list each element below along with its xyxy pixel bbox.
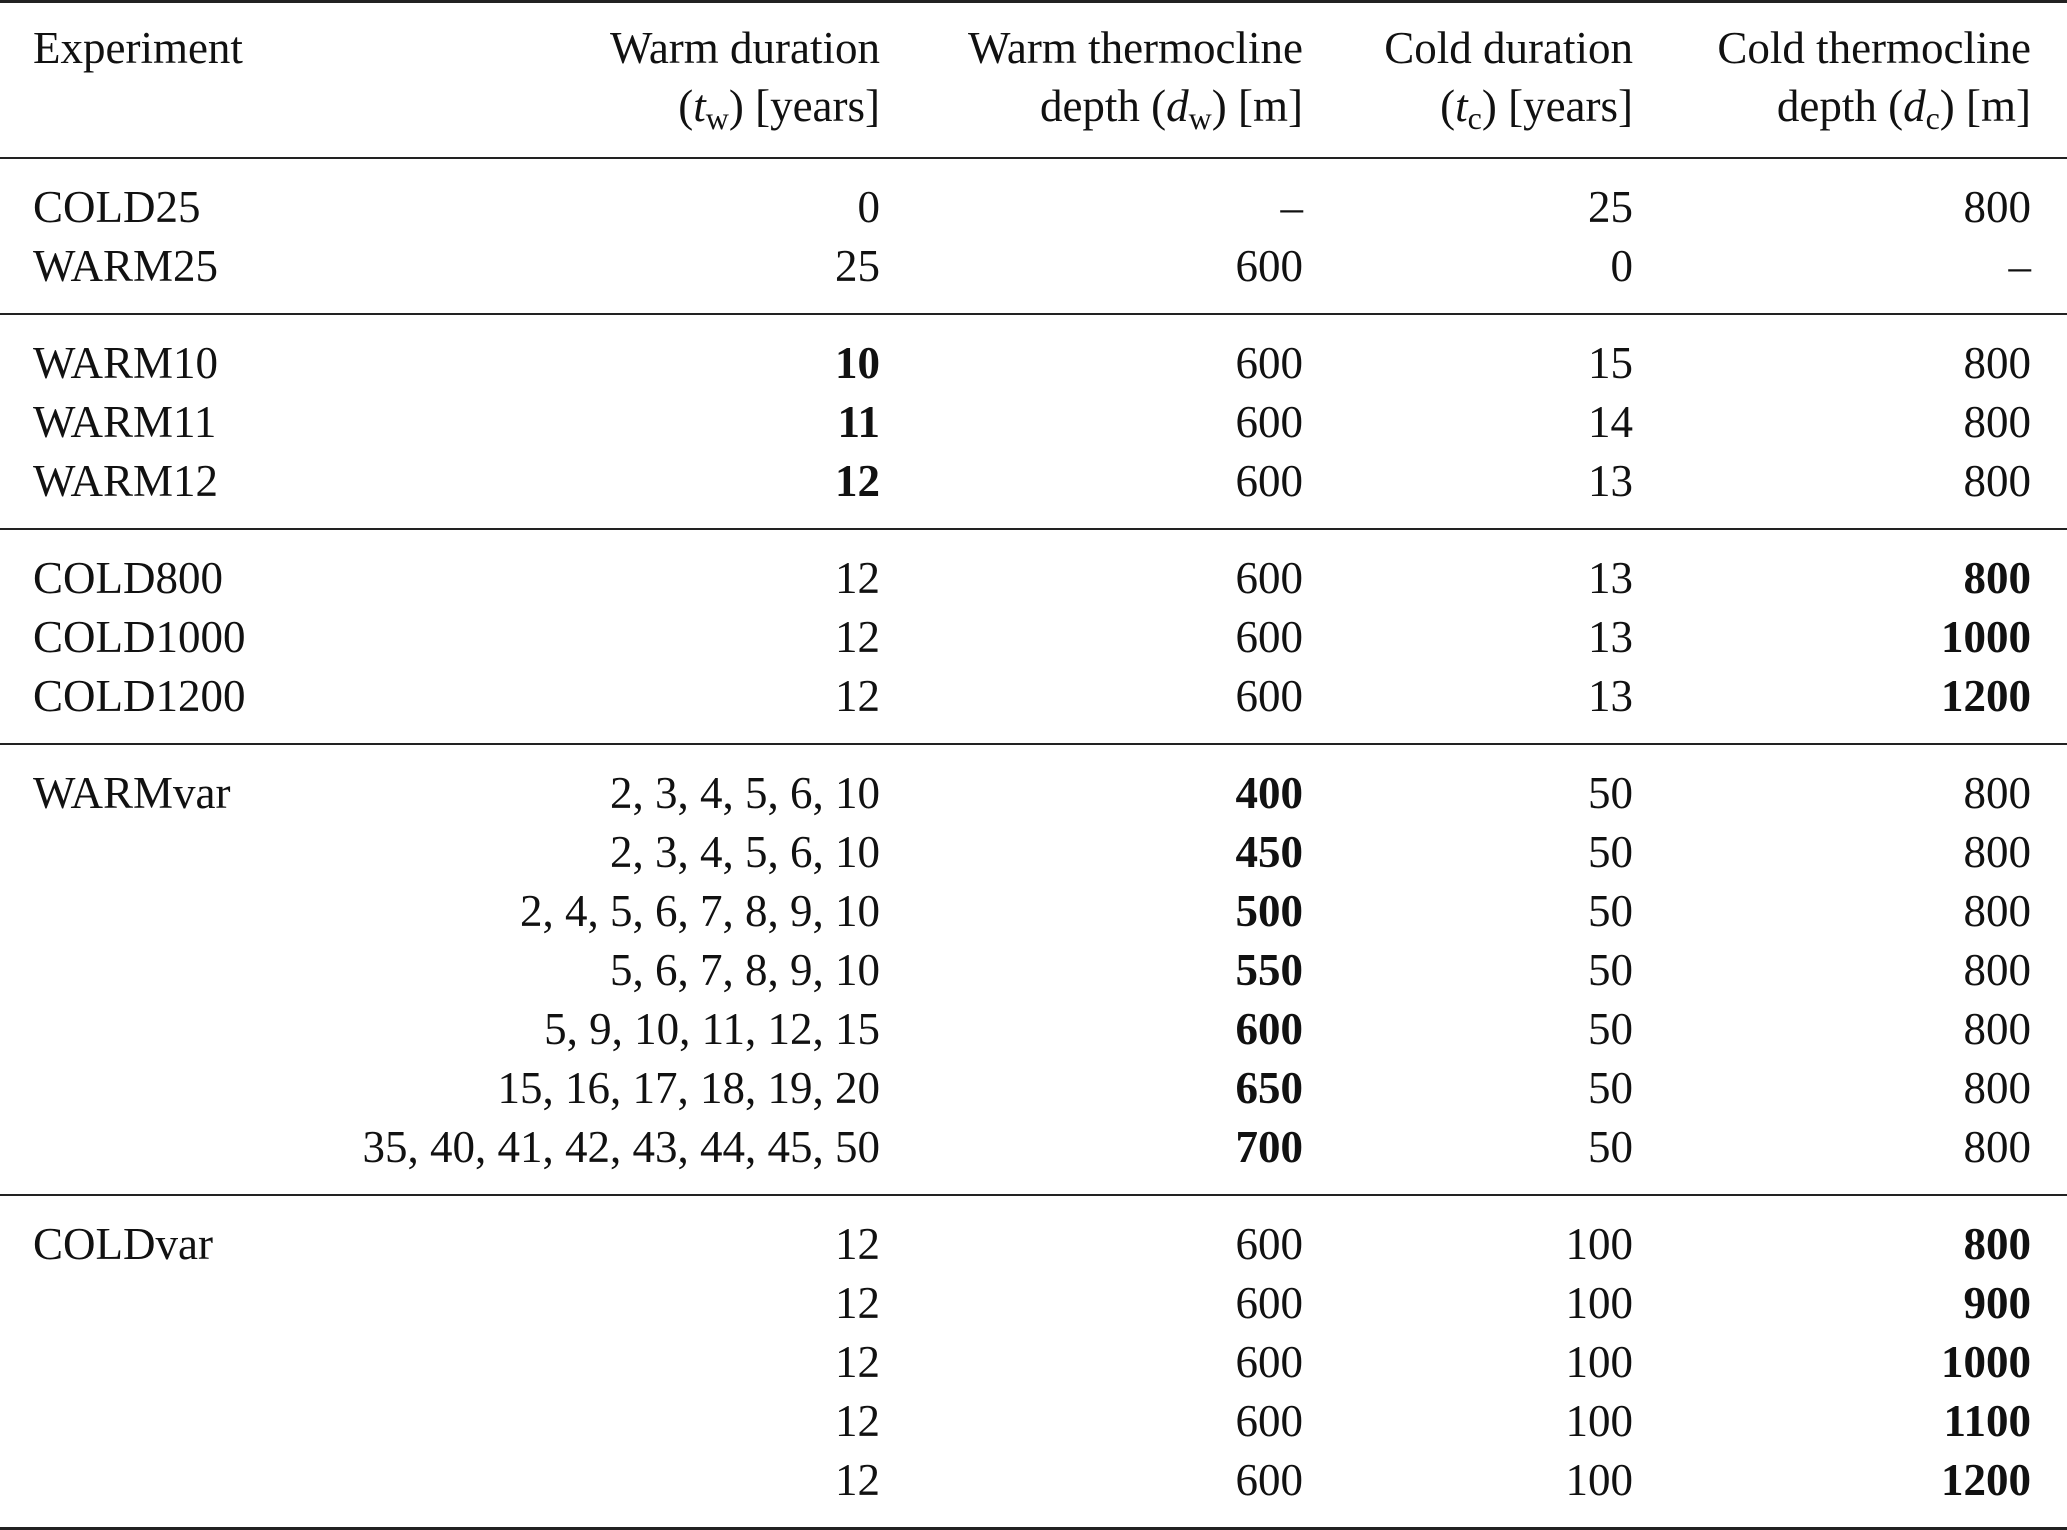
cell-warm-depth: 600: [1235, 670, 1303, 721]
cell-experiment: [0, 1450, 280, 1529]
cell-warm-duration: 5, 6, 7, 8, 9, 10: [610, 944, 880, 995]
table-header: [0, 2, 2067, 159]
cell-warm-depth: 600: [1235, 396, 1303, 447]
symbol-t-c: t: [1455, 81, 1468, 131]
cell-cold-depth: 1200: [1941, 670, 2031, 721]
header-cold-depth: Cold thermocline: [1633, 2, 2067, 78]
cell-cold-depth: 900: [1963, 1277, 2031, 1328]
table-row: [0, 314, 2067, 392]
cell-warm-duration: 11: [837, 396, 880, 447]
table-row: [0, 1058, 2067, 1117]
cell-experiment: WARMvar: [33, 767, 231, 818]
header-warm-duration: Warm duration: [280, 2, 880, 78]
cell-cold-duration: 100: [1565, 1454, 1633, 1505]
cell-cold-depth: 800: [1963, 1121, 2031, 1172]
cell-warm-depth: 600: [1235, 1395, 1303, 1446]
group-cold-depth: [0, 529, 2067, 744]
table-row: [0, 236, 2067, 314]
cell-cold-duration: 50: [1588, 1003, 1633, 1054]
subscript-c: c: [1467, 100, 1482, 136]
cell-cold-duration: 50: [1588, 885, 1633, 936]
cell-warm-duration: 15, 16, 17, 18, 19, 20: [497, 1062, 880, 1113]
cell-warm-depth: 600: [1235, 337, 1303, 388]
table-row: [0, 744, 2067, 822]
table-row: [0, 822, 2067, 881]
cell-warm-depth: 600: [1235, 1336, 1303, 1387]
table-row: [0, 1332, 2067, 1391]
subscript-w-depth: w: [1188, 100, 1212, 136]
subscript-c-depth: c: [1925, 100, 1940, 136]
cell-cold-depth: 800: [1963, 826, 2031, 877]
cell-cold-duration: 100: [1565, 1336, 1633, 1387]
table-row: [0, 607, 2067, 666]
cell-experiment: WARM25: [33, 240, 219, 291]
cell-warm-depth: 600: [1235, 1277, 1303, 1328]
unit-m-warm: [m]: [1238, 81, 1303, 131]
cell-warm-depth: 600: [1235, 1218, 1303, 1269]
header-cold-duration-line2: $(t_c)$ [years]: [1303, 77, 1633, 158]
group-reference: [0, 158, 2067, 314]
header-row-1: [0, 2, 2067, 78]
cell-cold-duration: 14: [1588, 396, 1633, 447]
cell-cold-depth: 800: [1963, 944, 2031, 995]
cell-cold-duration: 13: [1588, 552, 1633, 603]
header-row-2: [0, 77, 2067, 158]
cell-warm-duration: 12: [835, 1395, 880, 1446]
table-row: [0, 1195, 2067, 1273]
cell-experiment: [0, 1332, 280, 1391]
header-experiment: Experiment: [0, 2, 280, 78]
cell-warm-depth: 600: [1235, 1003, 1303, 1054]
cell-warm-duration: 12: [835, 1218, 880, 1269]
cell-warm-depth: 600: [1235, 611, 1303, 662]
cell-experiment: WARM10: [33, 337, 219, 388]
cell-warm-duration: 12: [835, 1454, 880, 1505]
cell-cold-depth: 1000: [1941, 611, 2031, 662]
cell-cold-depth: 800: [1963, 337, 2031, 388]
group-coldvar: [0, 1195, 2067, 1529]
cell-cold-duration: 13: [1588, 670, 1633, 721]
cell-warm-duration: 12: [835, 670, 880, 721]
cell-cold-depth: 800: [1963, 767, 2031, 818]
cell-cold-depth: 1100: [1943, 1395, 2031, 1446]
depth-prefix-cold: depth (: [1776, 81, 1904, 131]
cell-warm-depth: 650: [1235, 1062, 1303, 1113]
cell-cold-duration: 50: [1588, 826, 1633, 877]
cell-cold-duration: 100: [1565, 1277, 1633, 1328]
header-cold-depth-line2: depth $(d_c)$ [m]: [1633, 77, 2067, 158]
cell-warm-duration: 2, 4, 5, 6, 7, 8, 9, 10: [520, 885, 880, 936]
cell-experiment: [0, 881, 280, 940]
table-row: [0, 392, 2067, 451]
cell-cold-depth: 800: [1963, 1218, 2031, 1269]
cell-warm-depth: 550: [1235, 944, 1303, 995]
cell-warm-duration: 12: [835, 455, 880, 506]
cell-experiment: COLD800: [33, 552, 223, 603]
symbol-t-w: t: [693, 81, 706, 131]
cell-cold-duration: 100: [1565, 1395, 1633, 1446]
table-row: [0, 881, 2067, 940]
cell-cold-duration: 25: [1588, 181, 1633, 232]
symbol-d-w: d: [1166, 81, 1189, 131]
cell-cold-duration: 50: [1588, 944, 1633, 995]
cell-cold-duration: 13: [1588, 611, 1633, 662]
cell-experiment: [0, 1273, 280, 1332]
cell-cold-duration: 50: [1588, 1062, 1633, 1113]
cell-cold-depth: 1200: [1941, 1454, 2031, 1505]
cell-warm-duration: 12: [835, 611, 880, 662]
cell-cold-duration: 100: [1565, 1218, 1633, 1269]
table-row: [0, 1273, 2067, 1332]
cell-warm-duration: 25: [835, 240, 880, 291]
cell-warm-duration: 0: [857, 181, 880, 232]
cell-cold-depth: 800: [1963, 181, 2031, 232]
cell-warm-depth: 600: [1235, 240, 1303, 291]
unit-m-cold: [m]: [1966, 81, 2031, 131]
cell-cold-depth: 1000: [1941, 1336, 2031, 1387]
cell-warm-depth: 450: [1235, 826, 1303, 877]
cell-experiment: WARM11: [33, 396, 217, 447]
header-warm-depth: Warm thermocline: [880, 2, 1303, 78]
cell-warm-duration: 12: [835, 552, 880, 603]
cell-warm-duration: 12: [835, 1277, 880, 1328]
header-warm-duration-line2: $(t_w)$ [years]: [280, 77, 880, 158]
group-warm-duration: [0, 314, 2067, 529]
header-experiment-line2: [0, 77, 280, 158]
cell-warm-duration: 10: [835, 337, 880, 388]
cell-warm-duration: 35, 40, 41, 42, 43, 44, 45, 50: [362, 1121, 880, 1172]
cell-warm-depth: 600: [1235, 455, 1303, 506]
table-row: [0, 1450, 2067, 1529]
cell-warm-depth: –: [1280, 181, 1303, 232]
cell-experiment: [0, 1058, 280, 1117]
unit-years-cold: [years]: [1508, 81, 1633, 131]
cell-cold-duration: 13: [1588, 455, 1633, 506]
table-row: [0, 666, 2067, 744]
cell-cold-depth: 800: [1963, 396, 2031, 447]
cell-experiment: [0, 822, 280, 881]
table-row: [0, 158, 2067, 236]
cell-warm-duration: 12: [835, 1336, 880, 1387]
cell-experiment: WARM12: [33, 455, 219, 506]
cell-experiment: [0, 999, 280, 1058]
cell-cold-depth: 800: [1963, 1062, 2031, 1113]
table-row: [0, 999, 2067, 1058]
cell-warm-depth: 700: [1235, 1121, 1303, 1172]
cell-cold-depth: 800: [1963, 552, 2031, 603]
cell-experiment: COLDvar: [33, 1218, 213, 1269]
cell-experiment: [0, 1391, 280, 1450]
cell-cold-duration: 50: [1588, 767, 1633, 818]
cell-cold-depth: 800: [1963, 885, 2031, 936]
header-warm-depth-line2: depth $(d_w)$ [m]: [880, 77, 1303, 158]
table-row: [0, 940, 2067, 999]
table-row: [0, 1117, 2067, 1195]
header-cold-duration: Cold duration: [1303, 2, 1633, 78]
cell-warm-duration: 5, 9, 10, 11, 12, 15: [544, 1003, 880, 1054]
cell-cold-depth: –: [2008, 240, 2031, 291]
cell-warm-depth: 600: [1235, 552, 1303, 603]
cell-experiment: [0, 940, 280, 999]
cell-experiment: COLD1000: [33, 611, 246, 662]
cell-warm-duration: 2, 3, 4, 5, 6, 10: [610, 767, 880, 818]
cell-cold-duration: 15: [1588, 337, 1633, 388]
cell-warm-depth: 600: [1235, 1454, 1303, 1505]
table-row: [0, 529, 2067, 607]
subscript-w: w: [705, 100, 729, 136]
cell-cold-depth: 800: [1963, 1003, 2031, 1054]
cell-cold-duration: 0: [1610, 240, 1633, 291]
cell-cold-duration: 50: [1588, 1121, 1633, 1172]
cell-cold-depth: 800: [1963, 455, 2031, 506]
cell-warm-depth: 500: [1235, 885, 1303, 936]
depth-prefix-warm: depth (: [1039, 81, 1167, 131]
unit-years-warm: [years]: [755, 81, 880, 131]
group-warmvar: [0, 744, 2067, 1195]
table-row: [0, 451, 2067, 529]
table-row: [0, 1391, 2067, 1450]
cell-warm-depth: 400: [1235, 767, 1303, 818]
cell-experiment: [0, 1117, 280, 1195]
cell-experiment: COLD25: [33, 181, 201, 232]
symbol-d-c: d: [1903, 81, 1926, 131]
cell-experiment: COLD1200: [33, 670, 246, 721]
cell-warm-duration: 2, 3, 4, 5, 6, 10: [610, 826, 880, 877]
